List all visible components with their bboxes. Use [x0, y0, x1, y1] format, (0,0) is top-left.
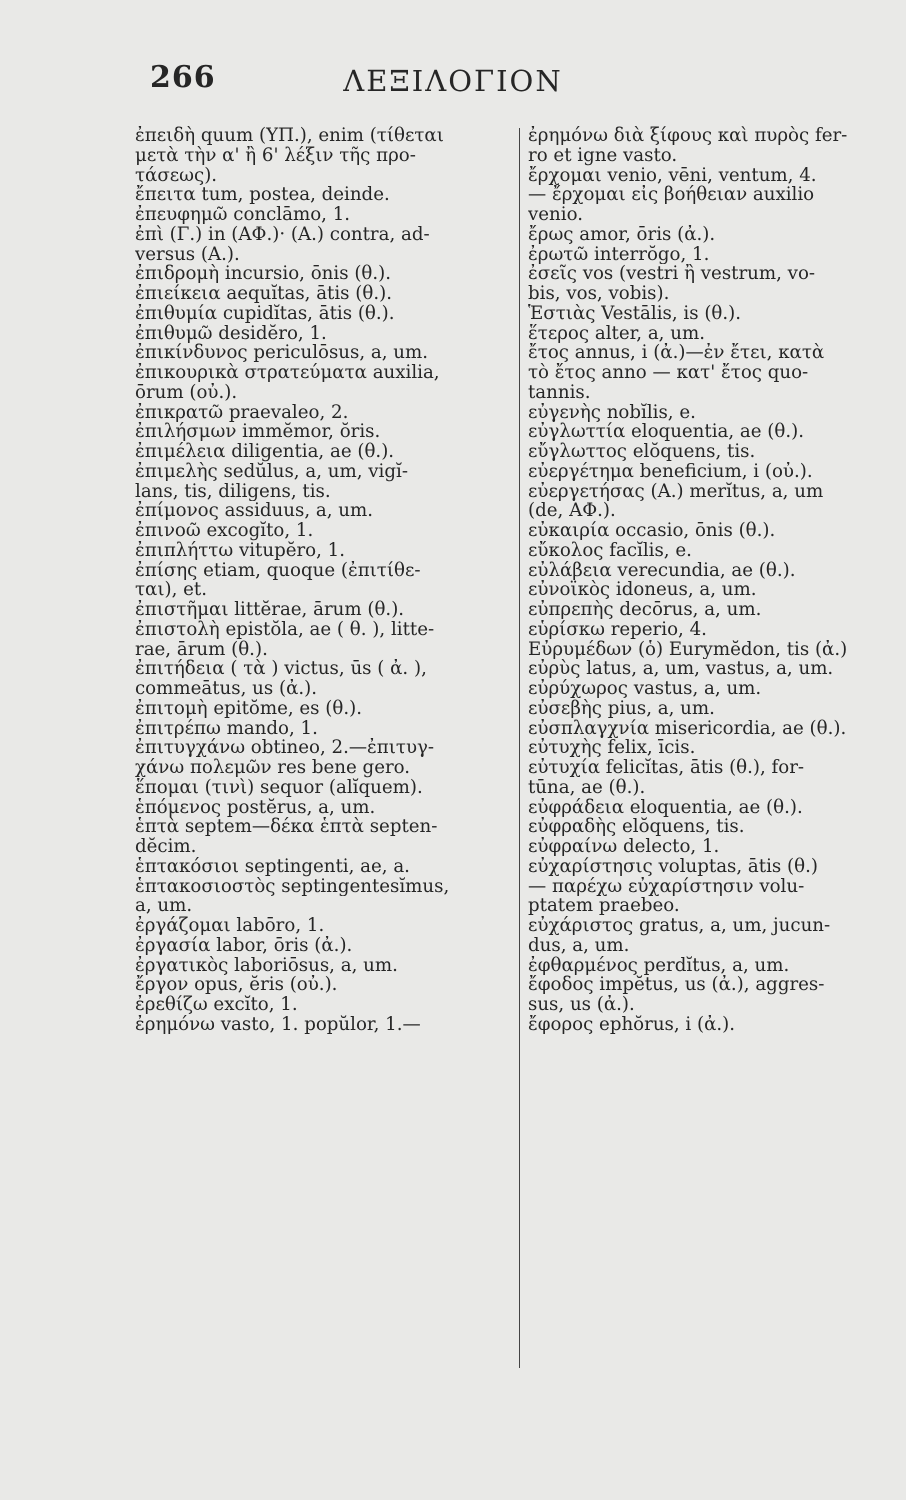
entry-line: εὐφράδεια eloquentia, ae (θ.). — [528, 797, 803, 818]
entry-line: εὐεργετήσας (Α.) merĭtus, a, um — [528, 481, 824, 502]
entry-line: ro et igne vasto. — [528, 145, 678, 166]
entry-line: εὐγενὴς nobĭlis, e. — [528, 402, 696, 423]
entry-line: εὐχαρίστησις voluptas, ātis (θ.) — [528, 856, 818, 877]
entry-line: ἐπιλήσμων immĕmor, ŏris. — [135, 422, 381, 442]
entry-line: ἔρχομαι venio, vēni, ventum, 4. — [528, 165, 817, 186]
entry-line: Εὐρυμέδων (ὁ) Eurymĕdon, tis (ἀ.) — [528, 639, 848, 660]
entry-line: ἐπιμελὴς sedŭlus, a, um, vigĭ- — [135, 461, 408, 482]
entry-line: ōrum (οὐ.). — [135, 382, 238, 403]
entry-line: ἐπιείκεια aequĭtas, ātis (θ.). — [135, 284, 392, 304]
entry-line: ἐπιπλήττω vitupĕro, 1. — [135, 540, 346, 561]
entry-line: ἐπιδρομὴ incursio, ōnis (θ.). — [135, 264, 392, 284]
entry-line: ἐπιτυγχάνω obtineo, 2.—ἐπιτυγ- — [135, 738, 435, 758]
running-title: ΛΕΞΙΛΟΓΙΟΝ — [343, 64, 563, 98]
entry-line: ἐργάζομαι labōro, 1. — [135, 916, 325, 936]
entry-line: ἐπευφημῶ conclāmo, 1. — [135, 205, 351, 225]
entry-line: ἕτερος alter, a, um. — [528, 323, 705, 344]
entry-line: ἐρωτῶ interrŏgo, 1. — [528, 244, 710, 265]
entry-line: χάνω πολεμῶν res bene gero. — [135, 758, 411, 778]
entry-line: ἐπιτρέπω mando, 1. — [135, 718, 318, 739]
entry-line: ἑπτακόσιοι septingenti, ae, a. — [135, 856, 410, 877]
entry-line: ἐπὶ (Γ.) in (ΑΦ.)· (Α.) contra, ad- — [135, 224, 430, 245]
entry-line: εὐεργέτημα beneficium, i (οὐ.). — [528, 461, 813, 482]
entry-line: ἑπόμενος postĕrus, a, um. — [135, 797, 376, 818]
entry-line: dus, a, um. — [528, 935, 630, 956]
entry-line: ἐσεῖς vos (vestri ἢ vestrum, vo- — [528, 264, 816, 284]
entry-line: versus (Α.). — [135, 244, 240, 265]
entry-line: sus, us (ἀ.). — [528, 995, 635, 1015]
entry-line: εὐγλωττία eloquentia, ae (θ.). — [528, 422, 805, 442]
entry-line: ἐπικίνδυνος periculōsus, a, um. — [135, 343, 429, 363]
entry-line: ἐργατικὸς laboriōsus, a, um. — [135, 955, 398, 976]
entry-line: ἔργον opus, ĕris (οὐ.). — [135, 975, 338, 995]
entry-line: ἐπιτήδεια ( τὰ ) victus, ūs ( ἀ. ), — [135, 659, 427, 679]
entry-line: εὐσπλαγχνία misericordia, ae (θ.). — [528, 718, 847, 739]
entry-line: ἐπιστῆμαι littĕrae, ārum (θ.). — [135, 600, 405, 620]
entry-line: bis, vos, vobis). — [528, 284, 670, 304]
entry-line: tūna, ae (θ.). — [528, 777, 646, 798]
entry-line: lans, tis, diligens, tis. — [135, 481, 331, 502]
entry-line: ἐπιθυμῶ desidĕro, 1. — [135, 323, 327, 344]
entry-line: ἔτος annus, i (ἀ.)—ἐν ἔτει, κατὰ — [528, 343, 825, 363]
entry-line: ἐρημόνω διὰ ξίφους καὶ πυρὸς fer- — [528, 126, 848, 146]
entry-line: μετὰ τὴν α' ἢ 6' λέξιν τῆς προ- — [135, 145, 416, 166]
entry-line: ἐπιμέλεια diligentia, ae (θ.). — [135, 442, 395, 462]
entry-line: tannis. — [528, 382, 591, 403]
entry-line: ἕπομαι (τινὶ) sequor (alĭquem). — [135, 777, 423, 798]
left-column — [135, 126, 517, 1035]
entry-line: εὐτυχία felicĭtas, ātis (θ.), for- — [528, 758, 805, 778]
right-column — [528, 126, 896, 1035]
entry-line: εὐρὺς latus, a, um, vastus, a, um. — [528, 659, 834, 679]
entry-line: — ἔρχομαι εἰς βοήθειαν auxilio — [528, 185, 815, 205]
entry-line: ἐρημόνω vasto, 1. popŭlor, 1.— — [135, 1014, 421, 1035]
entry-line: ἑπτὰ septem—δέκα ἑπτὰ septen- — [135, 817, 438, 837]
entry-line: εὑρίσκω reperio, 4. — [528, 619, 707, 640]
entry-line: τὸ ἔτος anno — κατ' ἔτος quo- — [528, 363, 809, 383]
entry-line: εὐνοϊκὸς idoneus, a, um. — [528, 580, 757, 600]
entry-line: τάσεως). — [135, 165, 218, 186]
entry-line: εὐκαιρία occasio, ōnis (θ.). — [528, 521, 776, 541]
entry-line: εὐτυχὴς felix, īcis. — [528, 738, 696, 758]
entry-line: ἐπικρατῶ praevaleo, 2. — [135, 402, 349, 423]
page-number: 266 — [150, 60, 216, 95]
entry-line: ἐπιτομὴ epitŏme, es (θ.). — [135, 698, 362, 719]
entry-line: (de, ΑΦ.). — [528, 501, 616, 521]
entry-line: ἐπίμονος assiduus, a, um. — [135, 501, 374, 521]
entry-line: ται), et. — [135, 580, 207, 600]
entry-line: εὐχάριστος gratus, a, um, jucun- — [528, 916, 831, 936]
entry-line: a, um. — [135, 896, 193, 916]
entry-line: ἐπιθυμία cupidĭtas, ātis (θ.). — [135, 303, 395, 324]
entry-line: ἔπειτα tum, postea, deinde. — [135, 185, 390, 205]
entry-line: εὐφραδὴς elŏquens, tis. — [528, 817, 745, 837]
entry-line: ἔρως amor, ōris (ἀ.). — [528, 224, 716, 245]
entry-line: ἐπιστολὴ epistŏla, ae ( θ. ), litte- — [135, 619, 435, 640]
entry-line: ἐπικουρικὰ στρατεύματα auxilia, — [135, 363, 440, 383]
entry-line: εὐρύχωρος vastus, a, um. — [528, 679, 762, 699]
entry-line: ἐργασία labor, ōris (ἀ.). — [135, 935, 353, 956]
entry-line: εὐσεβὴς pius, a, um. — [528, 698, 715, 719]
entry-line: ἔφοδος impĕtus, us (ἀ.), aggres- — [528, 975, 825, 995]
entry-line: εὐφραίνω delecto, 1. — [528, 837, 720, 857]
entry-line: ptatem praebeo. — [528, 896, 680, 916]
entry-line: εὐπρεπὴς decōrus, a, um. — [528, 600, 762, 620]
entry-line: εὐλάβεια verecundia, ae (θ.). — [528, 560, 796, 581]
entry-line: ἑπτακοσιοστὸς septingentesĭmus, — [135, 876, 450, 897]
entry-line: ἐπίσης etiam, quoque (ἐπιτίθε- — [135, 560, 421, 581]
entry-line: εὔκολος facĭlis, e. — [528, 540, 692, 561]
entry-line: ἐφθαρμένος perdĭtus, a, um. — [528, 955, 790, 976]
entry-line: commeātus, us (ἀ.). — [135, 679, 318, 699]
entry-line: dĕcim. — [135, 837, 197, 857]
entry-line: ἐπειδὴ quum (ΥΠ.), enim (τίθεται — [135, 126, 444, 146]
entry-line: venio. — [528, 205, 583, 225]
entry-line: rae, ārum (θ.). — [135, 639, 268, 660]
entry-line: Ἑστιὰς Vestālis, is (θ.). — [528, 303, 742, 324]
entry-line: — παρέχω εὐχαρίστησιν volu- — [528, 876, 805, 897]
column-divider — [519, 128, 520, 1368]
entry-line: ἐρεθίζω excĭto, 1. — [135, 995, 298, 1015]
entry-line: εὔγλωττος elŏquens, tis. — [528, 442, 756, 462]
entry-line: ἐπινοῶ excogĭto, 1. — [135, 521, 314, 541]
entry-line: ἔφορος ephŏrus, i (ἀ.). — [528, 1014, 736, 1035]
